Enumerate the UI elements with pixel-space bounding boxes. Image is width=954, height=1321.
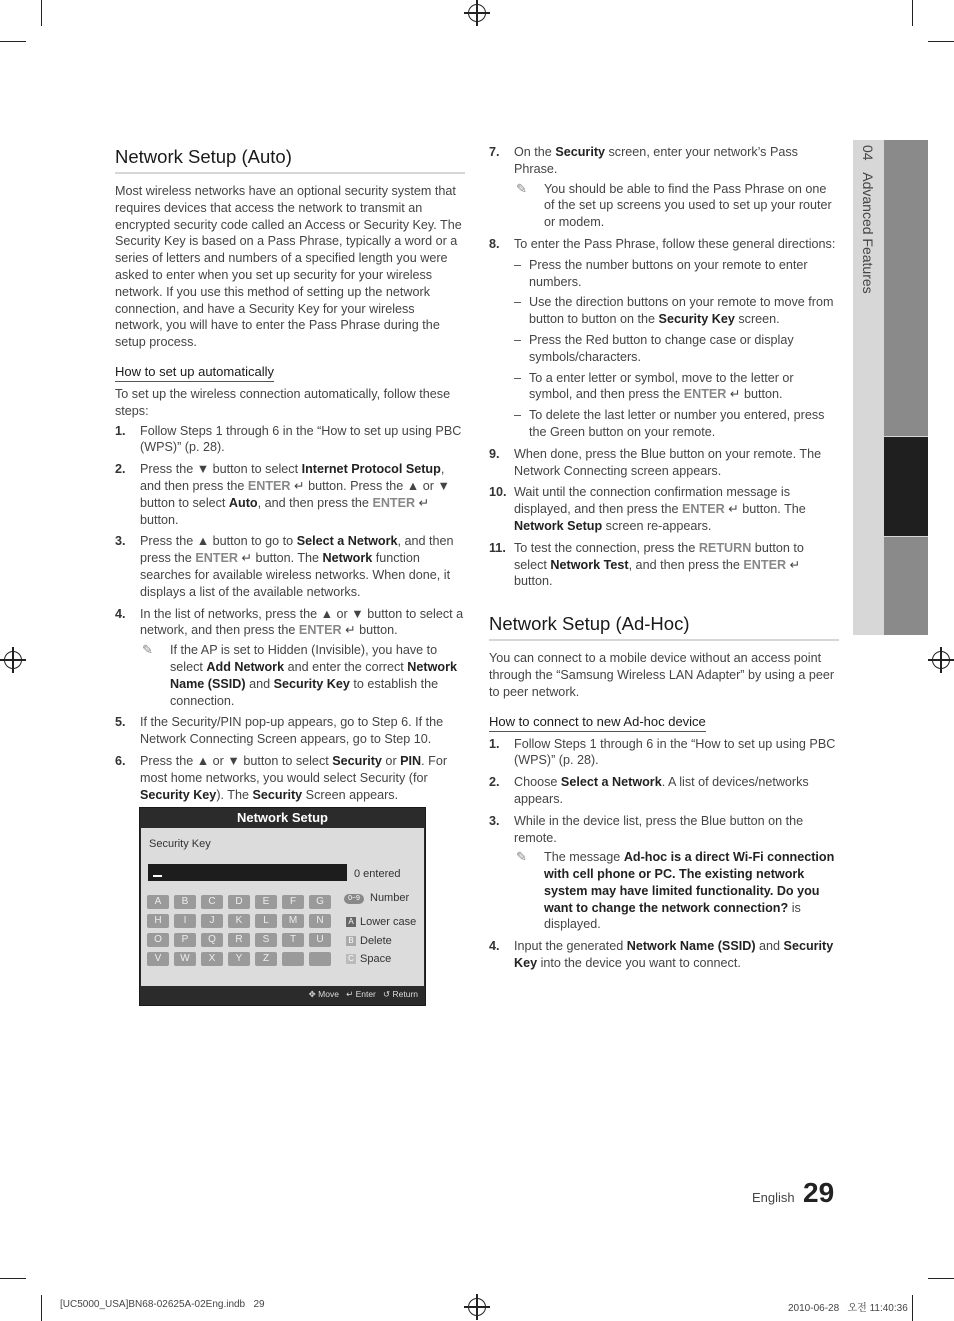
section-heading-auto: Network Setup (Auto) — [115, 146, 292, 167]
registration-mark-icon — [468, 4, 486, 22]
move-arrows-icon: ✥ — [308, 989, 316, 999]
step-item: 8. To enter the Pass Phrase, follow these general directions: – Press the number buttons on your remote to enter numbers. – Use the direction buttons on your remote to move from button to button on the Security Key screen. – Press the Red button to change case or display symbols/characters. – To a enter letter or symbol, move to the letter or symbol, and then press the ENTER ↵ button. – To delete the last letter or number you entered, press the Green button on your remote. — [489, 236, 839, 441]
pencil-note-icon: ✎ — [142, 642, 153, 658]
enter-icon: ↵ — [728, 502, 739, 517]
subheading-wrap — [115, 363, 465, 382]
key-button[interactable]: Z — [255, 952, 277, 966]
key-button[interactable]: P — [174, 933, 196, 947]
side-option-delete: Delete — [360, 935, 392, 947]
enter-icon: ↵ — [346, 989, 354, 999]
enter-icon: ↵ — [418, 495, 430, 510]
side-option-number: Number — [370, 892, 410, 904]
side-option-space: Space — [360, 953, 392, 965]
crop-mark — [912, 1295, 913, 1321]
step-item: 1. Follow Steps 1 through 6 in the “How to set up using PBC (WPS)” (p. 28). — [115, 423, 462, 455]
subheading-wrap — [489, 713, 839, 732]
screen-title: Network Setup — [236, 810, 328, 825]
side-option-lowercase: Lower case — [360, 916, 417, 928]
crop-mark — [0, 1278, 26, 1279]
dash-item: – Use the direction buttons on your remote to move from button to button on the Security Key screen. — [514, 295, 834, 327]
key-button[interactable]: K — [228, 914, 250, 928]
key-button[interactable]: D — [228, 895, 250, 909]
key-button[interactable]: V — [147, 952, 169, 966]
key-button[interactable]: M — [282, 914, 304, 928]
key-button[interactable]: Y — [228, 952, 250, 966]
key-button[interactable]: Q — [201, 933, 223, 947]
key-button[interactable]: J — [201, 914, 223, 928]
step-item: 9. When done, press the Blue button on your remote. The Network Connecting screen appears. — [489, 446, 822, 478]
dash-item: – Press the number buttons on your remote to enter numbers. — [514, 257, 808, 289]
key-button[interactable]: X — [201, 952, 223, 966]
step-item: 11. To test the connection, press the RETURN button to select Network Test, and then press the ENTER ↵ button. — [489, 540, 804, 589]
registration-mark-icon — [4, 651, 22, 669]
intro-paragraph: Most wireless networks have an optional security system that requires devices that access the network to transmit an encrypted security code called an Access or Security Key. The Security Key is based on a Pass Phrase, typically a word or a series of letters and numbers of a specified length you were asked to enter when you set up security for your wireless network. If you use this method of setting up the network connection, and have a Security Key for your wireless network, you will have to enter the Pass Phrase during the setup process. — [115, 184, 462, 350]
dash-item: – To delete the last letter or number you entered, press the Green button on your remote. — [514, 408, 825, 439]
page-language: English — [752, 1190, 795, 1205]
step-item: 10. Wait until the connection confirmation message is displayed, and then press the ENTER ↵ button. The Network Setup screen re-appears. — [489, 485, 806, 533]
crop-mark — [41, 0, 42, 26]
step-item: 4. In the list of networks, press the ▲ or ▼ button to select a network, and then press the ENTER ↵ button. ✎ If the AP is set to Hidden (Invisible), you have to select Add Network and enter the correct Network Name (SSID) and Security Key to establish the connection. — [115, 606, 464, 708]
note: ✎ You should be able to find the Pass Phrase on one of the set up screens you used to set up your router or modem. — [516, 180, 832, 230]
screen-footer: ✥ Move ↵ Enter ↺ Return — [308, 989, 418, 999]
step-item: 4. Input the generated Network Name (SSID) and Security Key into the device you want to connect. — [489, 939, 834, 971]
key-button[interactable]: H — [147, 914, 169, 928]
step-item: 2. Choose Select a Network. A list of devices/networks appears. — [489, 775, 809, 806]
key-button[interactable] — [282, 952, 304, 966]
page-number: 29 — [803, 1177, 835, 1208]
section-heading-adhoc: Network Setup (Ad-Hoc) — [489, 613, 690, 635]
key-button[interactable]: B — [174, 895, 196, 909]
green-b-button-icon: B — [346, 936, 356, 946]
text-cursor — [153, 875, 162, 877]
heading-rule — [489, 639, 839, 641]
right-column — [489, 141, 839, 972]
security-key-label: Security Key — [149, 838, 211, 850]
chapter-tab-label: 04 Advanced Features — [860, 145, 876, 294]
crop-mark — [928, 1278, 954, 1279]
screen-body — [141, 828, 424, 986]
tab-segment — [884, 537, 928, 635]
enter-icon: ↵ — [729, 387, 741, 402]
subheading-auto: How to set up automatically — [115, 364, 274, 382]
crop-mark — [41, 1295, 42, 1321]
step-item: 3. While in the device list, press the Blue button on the remote. ✎ The message Ad-hoc is a direct Wi-Fi connection with cell phone or PC. The existing network system may have limited functionality. Do you want to change the network connection? is displayed. — [489, 813, 839, 934]
key-button[interactable]: R — [228, 933, 250, 947]
key-button[interactable]: E — [255, 895, 277, 909]
yellow-c-button-icon: C — [346, 954, 356, 964]
key-button[interactable]: O — [147, 933, 169, 947]
key-button[interactable] — [309, 952, 331, 966]
key-button[interactable]: S — [255, 933, 277, 947]
key-button[interactable]: C — [201, 895, 223, 909]
key-button[interactable]: F — [282, 895, 304, 909]
print-timestamp: 2010-06-28 오전 11:40:36 — [788, 1303, 908, 1314]
lead-paragraph: To set up the wireless connection automatically, follow these steps: — [115, 386, 451, 418]
step-item: 1. Follow Steps 1 through 6 in the “How to set up using PBC (WPS)” (p. 28). — [489, 736, 836, 768]
key-button[interactable]: G — [309, 895, 331, 909]
tab-segment — [884, 140, 928, 436]
registration-mark-icon — [468, 1298, 486, 1316]
return-icon: ↺ — [382, 989, 391, 999]
left-column — [115, 146, 465, 803]
enter-icon: ↵ — [294, 478, 305, 493]
red-a-button-icon: A — [346, 917, 356, 927]
enter-icon: ↵ — [241, 551, 253, 566]
step-item: 3. Press the ▲ button to go to Select a Network, and then press the ENTER ↵ button. The Network function searches for available wireless networks. When done, it displays a list of the available networks. — [115, 534, 454, 599]
network-setup-screen — [139, 807, 426, 1006]
entered-count: 0 entered — [354, 868, 401, 880]
tab-segment-active — [884, 437, 928, 536]
crop-mark — [912, 0, 913, 26]
key-button[interactable]: I — [174, 914, 196, 928]
pencil-note-icon: ✎ — [516, 849, 527, 865]
key-button[interactable]: W — [174, 952, 196, 966]
key-button[interactable]: U — [309, 933, 331, 947]
key-button[interactable]: T — [282, 933, 304, 947]
crop-mark — [928, 41, 954, 42]
step-item: 5. If the Security/PIN pop-up appears, go to Step 6. If the Network Connecting Screen appears, go to Step 10. — [115, 715, 444, 747]
step-item: 2. Press the ▼ button to select Internet Protocol Setup, and then press the ENTER ↵ button. Press the ▲ or ▼ button to select Auto, and then press the ENTER ↵ button. — [115, 462, 450, 527]
file-info: [UC5000_USA]BN68-02625A-02Eng.indb 29 — [60, 1299, 265, 1310]
step-item: 7. On the Security screen, enter your network’s Pass Phrase. ✎ You should be able to find the Pass Phrase on one of the set up screens you used to set up your router or modem. — [489, 144, 839, 231]
security-key-input[interactable] — [148, 864, 347, 881]
enter-icon: ↵ — [789, 557, 801, 572]
key-button[interactable]: L — [255, 914, 277, 928]
subheading-adhoc: How to connect to new Ad-hoc device — [489, 714, 706, 732]
adhoc-intro: You can connect to a mobile device without an access point through the “Samsung Wireless LAN Adapter” by using a peer to peer network. — [489, 651, 835, 699]
heading-rule — [115, 172, 465, 174]
dash-item: – Press the Red button to change case or display symbols/characters. — [514, 332, 794, 364]
note: ✎ If the AP is set to Hidden (Invisible), you have to select Add Network and enter the correct Network Name (SSID) and Security Key to establish the connection. — [142, 642, 457, 708]
enter-icon: ↵ — [345, 623, 356, 638]
step-item: 6. Press the ▲ or ▼ button to select Security or PIN. For most home networks, you would select Security (for Security Key). The Security Screen appears. — [115, 753, 448, 802]
key-button[interactable]: A — [147, 895, 169, 909]
registration-mark-icon — [932, 651, 950, 669]
number-key-icon: 0~9 — [344, 894, 364, 904]
pencil-note-icon: ✎ — [516, 180, 527, 196]
dash-item: – To a enter letter or symbol, move to the letter or symbol, and then press the ENTER ↵ button. — [514, 370, 794, 402]
note: ✎ The message Ad-hoc is a direct Wi-Fi connection with cell phone or PC. The existing network system may have limited functionality. Do you want to change the network connection? is displayed. — [516, 849, 835, 932]
key-button[interactable]: N — [309, 914, 331, 928]
crop-mark — [0, 41, 26, 42]
